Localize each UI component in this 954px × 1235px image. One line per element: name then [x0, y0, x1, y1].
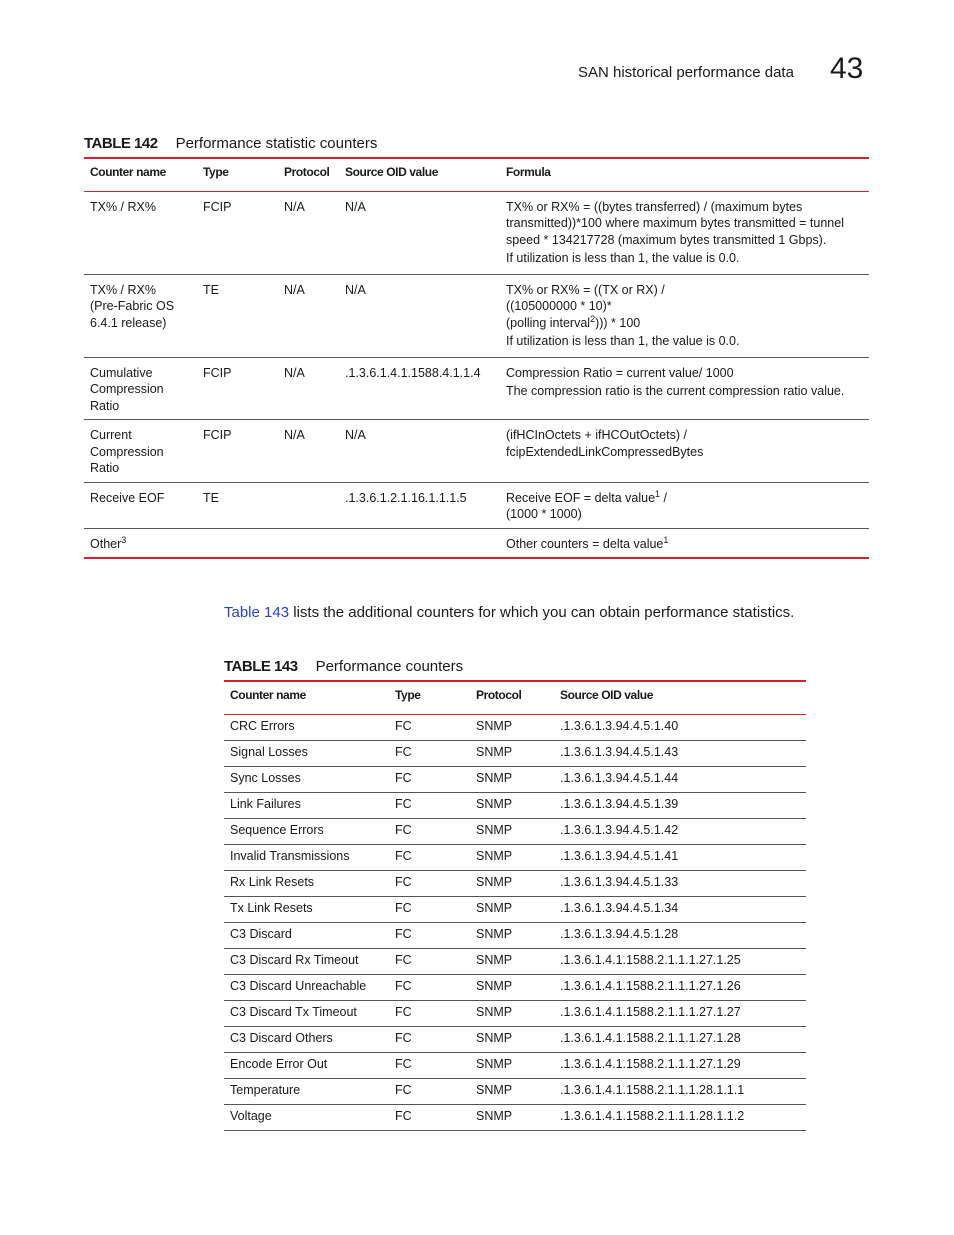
counter-oid: .1.3.6.1.4.1.1588.2.1.1.1.27.1.28 — [554, 1026, 806, 1052]
counter-oid: N/A — [339, 420, 500, 483]
column-header: Type — [197, 158, 278, 191]
counter-name: C3 Discard Others — [224, 1026, 389, 1052]
counter-type: FC — [389, 740, 470, 766]
counter-type: FC — [389, 818, 470, 844]
column-header: Source OID value — [554, 681, 806, 714]
counter-protocol: N/A — [278, 357, 339, 420]
counter-protocol — [278, 482, 339, 528]
table-row — [84, 191, 869, 274]
table-row — [84, 482, 869, 528]
counter-name: TX% / RX% (Pre-Fabric OS 6.4.1 release) — [84, 274, 197, 357]
counter-type: FC — [389, 766, 470, 792]
column-header: Counter name — [84, 158, 197, 191]
counter-oid: .1.3.6.1.2.1.16.1.1.1.5 — [339, 482, 500, 528]
counter-name: Encode Error Out — [224, 1052, 389, 1078]
counter-oid: .1.3.6.1.3.94.4.5.1.40 — [554, 714, 806, 740]
counter-oid: .1.3.6.1.3.94.4.5.1.28 — [554, 922, 806, 948]
table-header-row — [224, 681, 806, 714]
counter-name: Voltage — [224, 1104, 389, 1130]
counter-oid: .1.3.6.1.3.94.4.5.1.44 — [554, 766, 806, 792]
formula-note: If utilization is less than 1, the value is 0.0. — [506, 334, 740, 348]
counter-oid: .1.3.6.1.3.94.4.5.1.41 — [554, 844, 806, 870]
counter-protocol: SNMP — [470, 1078, 554, 1104]
counter-protocol: N/A — [284, 199, 305, 214]
footnote-ref: 2 — [590, 313, 596, 324]
footnote-ref: 3 — [121, 534, 127, 545]
counter-type: FC — [389, 714, 470, 740]
counter-protocol: SNMP — [470, 740, 554, 766]
counter-oid: .1.3.6.1.3.94.4.5.1.43 — [554, 740, 806, 766]
counter-formula: Compression Ratio = current value/ 1000 The compression ratio is the current compression ratio value. — [500, 357, 869, 420]
table-row — [224, 792, 806, 818]
counter-oid: .1.3.6.1.4.1.1588.2.1.1.1.28.1.1.2 — [554, 1104, 806, 1130]
table-143-label: TABLE 143 — [224, 658, 298, 675]
counter-name: TX% / RX% — [90, 199, 156, 214]
counter-protocol: SNMP — [470, 818, 554, 844]
performance-statistic-counters-table — [84, 157, 869, 559]
table-row — [84, 528, 869, 558]
counter-protocol: SNMP — [470, 844, 554, 870]
counter-oid: .1.3.6.1.4.1.1588.2.1.1.1.28.1.1.1 — [554, 1078, 806, 1104]
counter-name: C3 Discard Unreachable — [224, 974, 389, 1000]
counter-name: Tx Link Resets — [224, 896, 389, 922]
counter-type: FC — [389, 974, 470, 1000]
table-row — [224, 948, 806, 974]
table-143-title: Performance counters — [315, 658, 464, 675]
counter-type: FC — [389, 948, 470, 974]
column-header: Protocol — [470, 681, 554, 714]
counter-name: Signal Losses — [224, 740, 389, 766]
table-row — [224, 922, 806, 948]
counter-protocol: SNMP — [470, 896, 554, 922]
table-row — [224, 870, 806, 896]
counter-protocol: N/A — [278, 274, 339, 357]
counter-name: Temperature — [224, 1078, 389, 1104]
counter-formula: Receive EOF = delta value$^1$ / (1000 * 1000) — [500, 482, 869, 528]
formula-text: TX% or RX% = ((bytes transferred) / (maximum bytes transmitted))*100 where maximum bytes transmitted = tunnel speed * 134217728 (maximum bytes transmitted 1 Gbps). — [506, 199, 844, 247]
column-header: Source OID value — [339, 158, 500, 191]
counter-protocol: SNMP — [470, 714, 554, 740]
counter-name: C3 Discard — [224, 922, 389, 948]
counter-name: Rx Link Resets — [224, 870, 389, 896]
counter-type: TE — [197, 482, 278, 528]
counter-oid: .1.3.6.1.4.1.1588.2.1.1.1.27.1.26 — [554, 974, 806, 1000]
counter-type: FC — [389, 1078, 470, 1104]
column-header: Formula — [500, 158, 869, 191]
counter-name: Sequence Errors — [224, 818, 389, 844]
counter-oid: N/A — [345, 199, 366, 214]
table-142-title: Performance statistic counters — [175, 135, 378, 152]
counter-name: C3 Discard Tx Timeout — [224, 1000, 389, 1026]
counter-oid: N/A — [339, 274, 500, 357]
table-row — [224, 1078, 806, 1104]
counter-protocol: SNMP — [470, 1026, 554, 1052]
counter-oid: .1.3.6.1.4.1.1588.2.1.1.1.27.1.29 — [554, 1052, 806, 1078]
counter-type: FC — [389, 870, 470, 896]
column-header: Type — [389, 681, 470, 714]
counter-protocol: SNMP — [470, 1052, 554, 1078]
counter-protocol: SNMP — [470, 1000, 554, 1026]
table-142-label: TABLE 142 — [84, 135, 158, 152]
counter-protocol: SNMP — [470, 922, 554, 948]
counter-oid: .1.3.6.1.3.94.4.5.1.42 — [554, 818, 806, 844]
counter-protocol: N/A — [278, 420, 339, 483]
counter-oid: .1.3.6.1.4.1.1588.4.1.1.4 — [339, 357, 500, 420]
intro-paragraph — [224, 604, 794, 621]
counter-protocol: SNMP — [470, 766, 554, 792]
counter-protocol: SNMP — [470, 870, 554, 896]
running-header-title: SAN historical performance data — [578, 64, 794, 81]
counter-type: FC — [389, 922, 470, 948]
table-row — [84, 420, 869, 483]
table-row — [224, 766, 806, 792]
table-row — [224, 974, 806, 1000]
counter-name: Current Compression Ratio — [84, 420, 197, 483]
counter-type: FC — [389, 1052, 470, 1078]
table-row — [224, 1026, 806, 1052]
table-143-caption — [224, 658, 463, 675]
counter-type: FCIP — [203, 199, 232, 214]
counter-oid: .1.3.6.1.4.1.1588.2.1.1.1.27.1.27 — [554, 1000, 806, 1026]
counter-name: Link Failures — [224, 792, 389, 818]
table-row — [224, 896, 806, 922]
chapter-number: 43 — [830, 52, 864, 85]
counter-name: Invalid Transmissions — [224, 844, 389, 870]
intro-text: lists the additional counters for which you can obtain performance statistics. — [289, 604, 795, 621]
counter-protocol: SNMP — [470, 948, 554, 974]
table-142-caption — [84, 135, 377, 152]
counter-formula: TX% or RX% = ((TX or RX) / ((105000000 * 10)* (polling interval$^2$))) * 100 If utilization is less than 1, the value is 0.0. — [500, 274, 869, 357]
table-row — [84, 357, 869, 420]
counter-type: FC — [389, 1000, 470, 1026]
counter-type: FC — [389, 1026, 470, 1052]
table-row — [84, 274, 869, 357]
counter-type — [197, 528, 278, 558]
table-row — [224, 844, 806, 870]
table-header-row — [84, 158, 869, 191]
counter-name: Receive EOF — [84, 482, 197, 528]
counter-name: Cumulative Compression Ratio — [84, 357, 197, 420]
footnote-ref: 1 — [663, 534, 669, 545]
counter-oid: .1.3.6.1.4.1.1588.2.1.1.1.27.1.25 — [554, 948, 806, 974]
counter-formula — [500, 191, 869, 274]
counter-formula: (ifHCInOctets + ifHCOutOctets) / fcipExtendedLinkCompressedBytes — [500, 420, 869, 483]
counter-protocol: SNMP — [470, 974, 554, 1000]
counter-type: TE — [197, 274, 278, 357]
counter-protocol: SNMP — [470, 792, 554, 818]
counter-type: FC — [389, 896, 470, 922]
table-row — [224, 1052, 806, 1078]
counter-oid: .1.3.6.1.3.94.4.5.1.39 — [554, 792, 806, 818]
counter-protocol: SNMP — [470, 1104, 554, 1130]
table-row — [224, 818, 806, 844]
performance-counters-table — [224, 680, 806, 1131]
column-header: Protocol — [278, 158, 339, 191]
counter-oid — [339, 528, 500, 558]
table-row — [224, 740, 806, 766]
counter-type: FC — [389, 792, 470, 818]
column-header: Counter name — [224, 681, 389, 714]
counter-type: FCIP — [197, 420, 278, 483]
table-143-link[interactable]: Table 143 — [224, 604, 290, 621]
table-row — [224, 714, 806, 740]
table-row — [224, 1000, 806, 1026]
counter-type: FC — [389, 844, 470, 870]
counter-oid: .1.3.6.1.3.94.4.5.1.33 — [554, 870, 806, 896]
footnote-ref: 1 — [655, 488, 661, 499]
counter-name: C3 Discard Rx Timeout — [224, 948, 389, 974]
table-row — [224, 1104, 806, 1130]
counter-type: FCIP — [197, 357, 278, 420]
counter-formula: Other counters = delta value$^1$ — [500, 528, 869, 558]
counter-name: Other$^3$ — [84, 528, 197, 558]
counter-name: CRC Errors — [224, 714, 389, 740]
counter-protocol — [278, 528, 339, 558]
counter-oid: .1.3.6.1.3.94.4.5.1.34 — [554, 896, 806, 922]
counter-type: FC — [389, 1104, 470, 1130]
formula-note: If utilization is less than 1, the value is 0.0. — [506, 251, 740, 265]
counter-name: Sync Losses — [224, 766, 389, 792]
